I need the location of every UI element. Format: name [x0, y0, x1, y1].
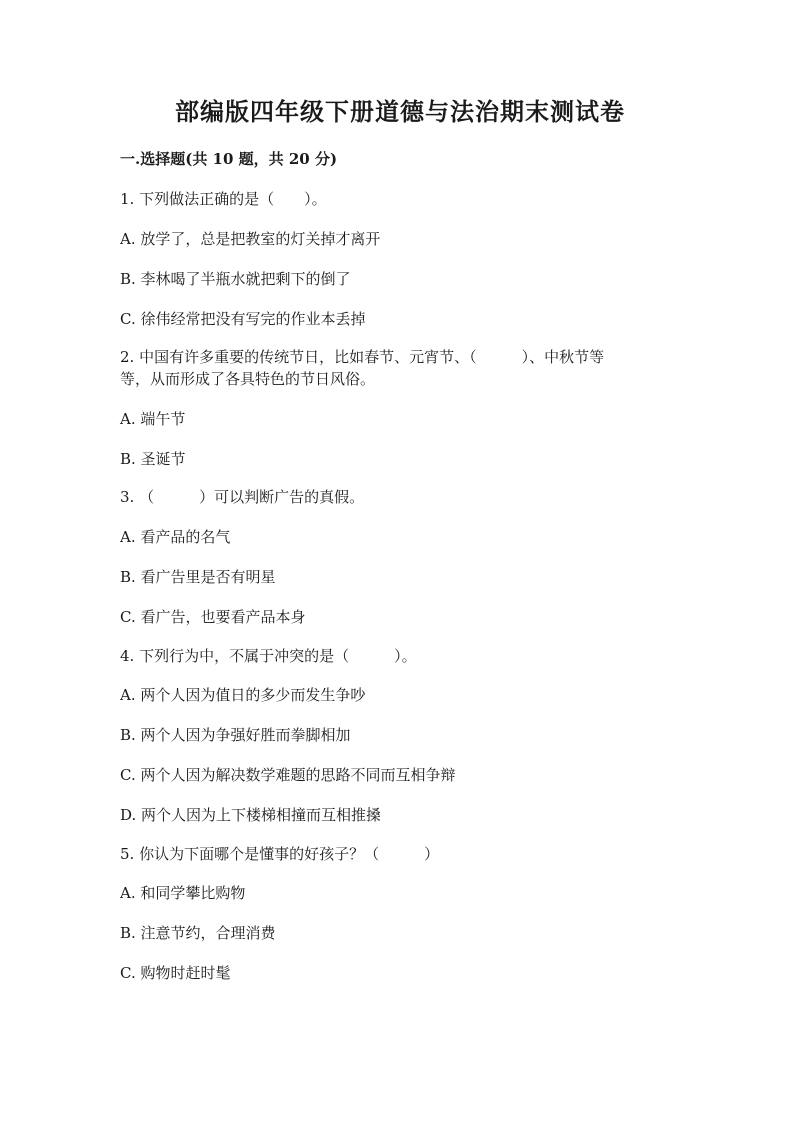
- question-3-stem: 3. （ ）可以判断广告的真假。: [120, 488, 365, 506]
- question-4-option-b: B. 两个人因为争强好胜而拳脚相加: [120, 726, 351, 744]
- question-4-option-c: C. 两个人因为解决数学难题的思路不同而互相争辩: [120, 766, 456, 784]
- question-2-option-b: B. 圣诞节: [120, 450, 186, 468]
- question-1-option-c: C. 徐伟经常把没有写完的作业本丢掉: [120, 310, 366, 328]
- question-1-stem: 1. 下列做法正确的是（ ）。: [120, 190, 327, 208]
- question-3-option-b: B. 看广告里是否有明星: [120, 568, 276, 586]
- question-4-option-a: A. 两个人因为值日的多少而发生争吵: [120, 686, 366, 704]
- page-title: 部编版四年级下册道德与法治期末测试卷: [175, 97, 625, 126]
- question-5-option-c: C. 购物时赶时髦: [120, 964, 231, 982]
- question-5-option-a: A. 和同学攀比购物: [120, 884, 246, 902]
- question-4-option-d: D. 两个人因为上下楼梯相撞而互相推搡: [120, 806, 382, 824]
- question-3-option-c: C. 看广告，也要看产品本身: [120, 608, 306, 626]
- question-2-option-a: A. 端午节: [120, 410, 186, 428]
- question-5-option-b: B. 注意节约，合理消费: [120, 924, 276, 942]
- question-1-option-a: A. 放学了，总是把教室的灯关掉才离开: [120, 230, 381, 248]
- question-4-stem: 4. 下列行为中，不属于冲突的是（ ）。: [120, 647, 417, 665]
- section-heading: 一.选择题(共 10 题，共 20 分): [120, 150, 338, 168]
- question-1-option-b: B. 李林喝了半瓶水就把剩下的倒了: [120, 270, 351, 288]
- question-2-stem-line-2: 等，从而形成了各具特色的节日风俗。: [120, 370, 376, 388]
- question-5-stem: 5. 你认为下面哪个是懂事的好孩子？（ ）: [120, 845, 440, 863]
- question-3-option-a: A. 看产品的名气: [120, 528, 231, 546]
- question-2-stem-line-1: 2. 中国有许多重要的传统节日，比如春节、元宵节、（ ）、中秋节等: [120, 348, 605, 366]
